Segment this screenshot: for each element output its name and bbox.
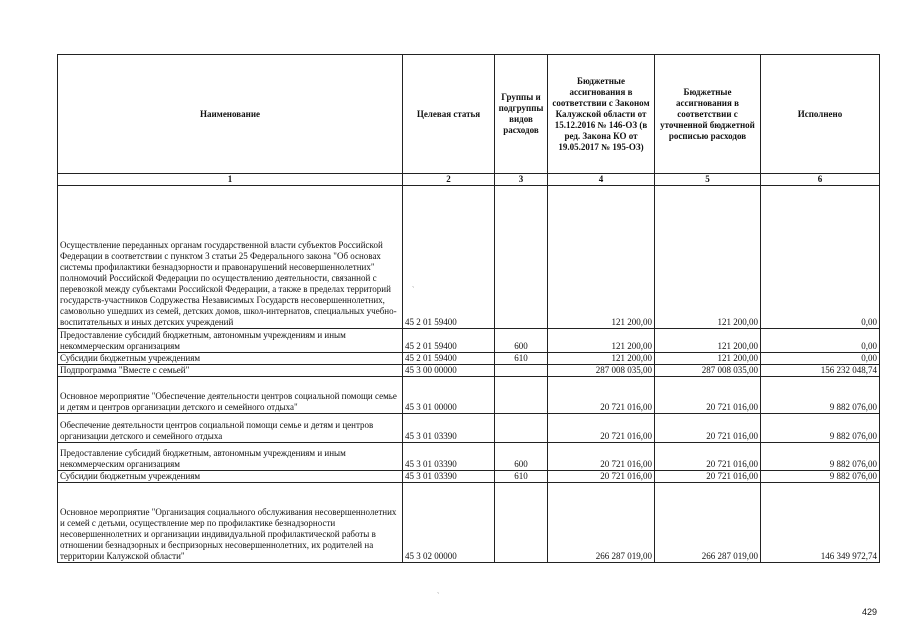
row-executed-amount: 0,00 bbox=[761, 353, 880, 365]
header-row bbox=[58, 55, 880, 174]
table-row bbox=[58, 443, 880, 471]
col-number: 3 bbox=[495, 174, 548, 186]
row-refined-amount: 20 721 016,00 bbox=[655, 471, 761, 483]
row-name: Основное мероприятие "Организация социального обслуживания несовершеннолетних и семей с детьми, осуществление мер по профилактике безнадзорности несовершеннолетних и организации индивидуальной профилактической работы в отношении безнадзорных и беспризорных несовершеннолетних, их родителей на территории Калужской области" bbox=[58, 483, 403, 563]
table-row bbox=[58, 186, 880, 329]
row-name: Субсидии бюджетным учреждениям bbox=[58, 471, 403, 483]
row-law-amount: 20 721 016,00 bbox=[548, 377, 655, 414]
row-target-code: 45 3 01 03390 bbox=[403, 414, 495, 443]
row-target-code: 45 2 01 59400 bbox=[403, 186, 495, 329]
row-group: 600 bbox=[495, 443, 548, 471]
row-executed-amount: 0,00 bbox=[761, 186, 880, 329]
row-refined-amount: 266 287 019,00 bbox=[655, 483, 761, 563]
budget-table bbox=[57, 54, 880, 563]
row-group: 610 bbox=[495, 353, 548, 365]
header-expense-groups: Группы и подгруппы видов расходов bbox=[495, 55, 548, 174]
row-name: Подпрограмма "Вместе с семьей" bbox=[58, 365, 403, 377]
row-law-amount: 287 008 035,00 bbox=[548, 365, 655, 377]
row-group bbox=[495, 365, 548, 377]
column-number-row bbox=[58, 174, 880, 186]
table-row bbox=[58, 353, 880, 365]
row-refined-amount: 121 200,00 bbox=[655, 353, 761, 365]
row-target-code: 45 3 01 00000 bbox=[403, 377, 495, 414]
row-target-code: 45 2 01 59400 bbox=[403, 353, 495, 365]
row-refined-amount: 287 008 035,00 bbox=[655, 365, 761, 377]
row-group bbox=[495, 483, 548, 563]
row-group bbox=[495, 377, 548, 414]
page-number: 429 bbox=[861, 607, 877, 617]
row-name: Предоставление субсидий бюджетным, автономным учреждениям и иным некоммерческим организациям bbox=[58, 329, 403, 353]
table-row bbox=[58, 377, 880, 414]
row-executed-amount: 156 232 048,74 bbox=[761, 365, 880, 377]
row-name: Субсидии бюджетным учреждениям bbox=[58, 353, 403, 365]
col-number: 6 bbox=[761, 174, 880, 186]
header-law-allocations: Бюджетные ассигнования в соответствии с Законом Калужской области от 15.12.2016 № 146-ОЗ (в ред. Закона КО от 19.05.2017 № 195-ОЗ) bbox=[548, 55, 655, 174]
col-number: 1 bbox=[58, 174, 403, 186]
table-row bbox=[58, 483, 880, 563]
row-law-amount: 20 721 016,00 bbox=[548, 471, 655, 483]
row-target-code: 45 2 01 59400 bbox=[403, 329, 495, 353]
row-name: Обеспечение деятельности центров социальной помощи семье и детям и центров организации детского и семейного отдыха bbox=[58, 414, 403, 443]
row-law-amount: 20 721 016,00 bbox=[548, 414, 655, 443]
row-group bbox=[495, 186, 548, 329]
row-law-amount: 121 200,00 bbox=[548, 186, 655, 329]
row-refined-amount: 121 200,00 bbox=[655, 329, 761, 353]
row-refined-amount: 20 721 016,00 bbox=[655, 377, 761, 414]
scan-speck: ˎ bbox=[437, 586, 440, 594]
row-group: 600 bbox=[495, 329, 548, 353]
row-refined-amount: 20 721 016,00 bbox=[655, 414, 761, 443]
row-group bbox=[495, 414, 548, 443]
row-law-amount: 266 287 019,00 bbox=[548, 483, 655, 563]
row-executed-amount: 9 882 076,00 bbox=[761, 471, 880, 483]
row-executed-amount: 9 882 076,00 bbox=[761, 377, 880, 414]
row-executed-amount: 0,00 bbox=[761, 329, 880, 353]
row-law-amount: 121 200,00 bbox=[548, 353, 655, 365]
row-executed-amount: 9 882 076,00 bbox=[761, 414, 880, 443]
scan-speck: ˎ bbox=[412, 280, 415, 288]
col-number: 4 bbox=[548, 174, 655, 186]
row-group: 610 bbox=[495, 471, 548, 483]
header-refined-allocations: Бюджетные ассигнования в соответствии с уточненной бюджетной росписью расходов bbox=[655, 55, 761, 174]
row-target-code: 45 3 00 00000 bbox=[403, 365, 495, 377]
row-executed-amount: 9 882 076,00 bbox=[761, 443, 880, 471]
row-target-code: 45 3 01 03390 bbox=[403, 471, 495, 483]
row-law-amount: 20 721 016,00 bbox=[548, 443, 655, 471]
table-row bbox=[58, 329, 880, 353]
table-row bbox=[58, 365, 880, 377]
header-executed: Исполнено bbox=[761, 55, 880, 174]
row-name: Предоставление субсидий бюджетным, автономным учреждениям и иным некоммерческим организациям bbox=[58, 443, 403, 471]
row-target-code: 45 3 02 00000 bbox=[403, 483, 495, 563]
table-row bbox=[58, 414, 880, 443]
col-number: 5 bbox=[655, 174, 761, 186]
row-name: Осуществление переданных органам государственной власти субъектов Российской Федерации в соответствии с пунктом 3 статьи 25 Федерального закона "Об основах системы профилактики безнадзорности и правонарушений несовершеннолетних" полномочий Российской Федерации по осуществлению деятельности, связанной с перевозкой между субъектами Российской Федерации, а также в пределах территорий государств-участников Содружества Независимых Государств несовершеннолетних, самовольно ушедших из семей, детских домов, школ-интернатов, специальных учебно-воспитательных и иных детских учреждений bbox=[58, 186, 403, 329]
row-target-code: 45 3 01 03390 bbox=[403, 443, 495, 471]
row-name: Основное мероприятие "Обеспечение деятельности центров социальной помощи семье и детям и центров организации детского и семейного отдыха" bbox=[58, 377, 403, 414]
header-name: Наименование bbox=[58, 55, 403, 174]
row-refined-amount: 121 200,00 bbox=[655, 186, 761, 329]
row-executed-amount: 146 349 972,74 bbox=[761, 483, 880, 563]
row-law-amount: 121 200,00 bbox=[548, 329, 655, 353]
table-row bbox=[58, 471, 880, 483]
row-refined-amount: 20 721 016,00 bbox=[655, 443, 761, 471]
header-target-article: Целевая статья bbox=[403, 55, 495, 174]
col-number: 2 bbox=[403, 174, 495, 186]
